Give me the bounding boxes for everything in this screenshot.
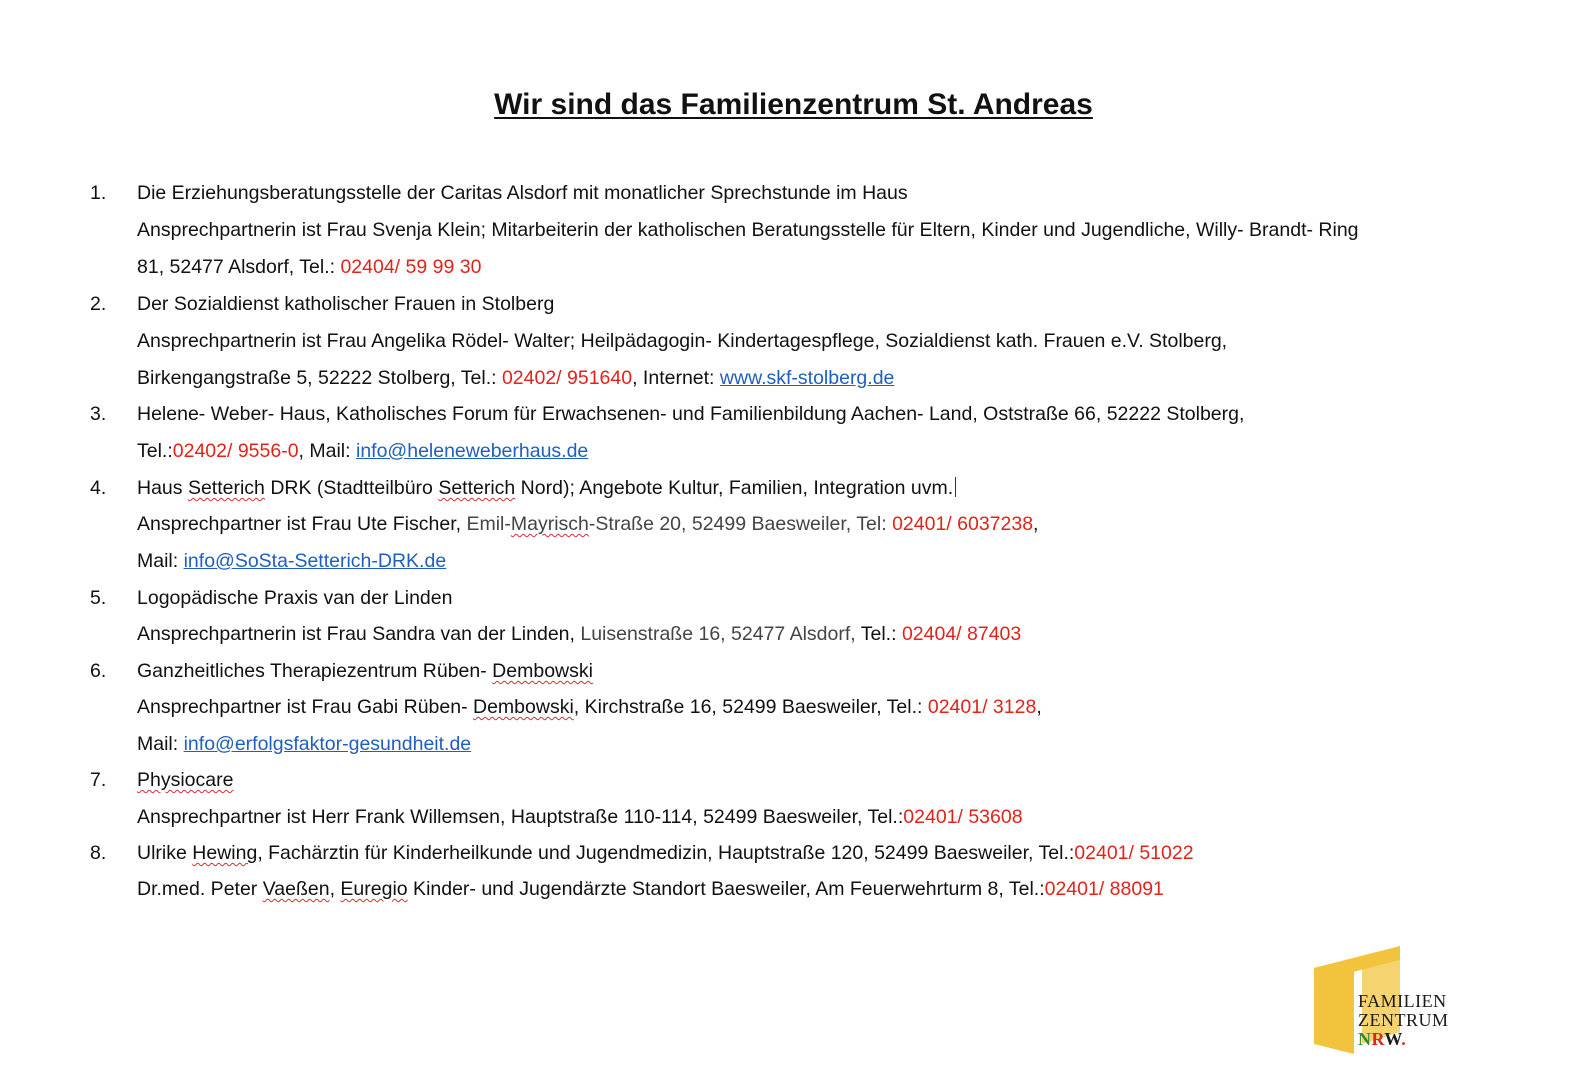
item-7-contact-text: Ansprechpartner ist Herr Frank Willemsen, Hauptstraße 110-114, 52499 Baesweiler, Tel.: [137, 806, 904, 828]
item-2-internet-label: , Internet: [632, 367, 720, 389]
item-4-mail-label: Mail: [137, 550, 184, 572]
text-cursor [955, 477, 956, 497]
item-5-contact-c: Tel.: [855, 623, 902, 645]
logo-text-nrw [1358, 1030, 1406, 1049]
item-8-line2 [137, 877, 1164, 901]
item-2-address-text: Birkengangstraße 5, 52222 Stolberg, Tel.: [137, 367, 502, 389]
item-5-heading: Logopädische Praxis van der Linden [137, 587, 453, 609]
item-4-contact [137, 512, 1038, 536]
item-8-line1-a: Ulrike [137, 842, 193, 864]
item-4-heading-c: DRK (Stadtteilbüro [264, 477, 439, 499]
item-4-email-link[interactable]: info@SoSta-Setterich-DRK.de [183, 550, 447, 572]
item-1-address [137, 255, 481, 279]
item-3-number: 3. [90, 403, 107, 425]
item-3-mail-label: , Mail: [298, 440, 356, 462]
item-2-number: 2. [90, 293, 107, 315]
item-6-mail-label: Mail: [137, 733, 184, 755]
item-1-contact: Ansprechpartnerin ist Frau Svenja Klein; Mitarbeiterin der katholischen Beratungsstelle für Eltern, Kinder und Jugendliche, Willy- Brandt- Ring [137, 219, 1359, 241]
item-3-phone[interactable]: 02402/ 9556-0 [172, 440, 299, 462]
item-3-heading: Helene- Weber- Haus, Katholisches Forum für Erwachsenen- und Familienbildung Aachen- Land, Oststraße 66, 52222 Stolberg, [137, 403, 1245, 425]
item-7-heading-text: Physiocare [137, 769, 234, 791]
item-4-contact-b: Emil- [466, 513, 511, 535]
item-5-contact [137, 622, 1021, 646]
item-7-contact [137, 805, 1023, 829]
item-2-heading: Der Sozialdienst katholischer Frauen in Stolberg [137, 293, 555, 315]
item-6-heading-a: Ganzheitliches Therapiezentrum Rüben- [137, 660, 493, 682]
item-2-address [137, 366, 894, 390]
page-title: Wir sind das Familienzentrum St. Andreas [494, 88, 1093, 121]
item-4-contact-c: Mayrisch [510, 513, 589, 535]
item-6-contact-end: , [1036, 696, 1042, 718]
logo-text-zentrum: ZENTRUM [1358, 1010, 1449, 1030]
item-6-contact-a: Ansprechpartner ist Frau Gabi Rüben- [137, 696, 473, 718]
item-1-heading: Die Erziehungsberatungsstelle der Caritas Alsdorf mit monatlicher Sprechstunde im Haus [137, 182, 908, 204]
item-8-number: 8. [90, 842, 107, 864]
item-1-phone[interactable]: 02404/ 59 99 30 [340, 256, 482, 278]
item-5-number: 5. [90, 587, 107, 609]
item-4-heading-e: Nord); Angebote Kultur, Familien, Integration uvm. [515, 477, 954, 499]
item-6-number: 6. [90, 660, 107, 682]
item-8-line2-b: Vaeßen [262, 878, 330, 900]
item-8-line2-a: Dr.med. Peter [137, 878, 263, 900]
item-4-phone[interactable]: 02401/ 6037238 [892, 513, 1034, 535]
item-8-line2-e: Kinder- und Jugendärzte Standort Baesweiler, Am Feuerwehrturm 8, Tel.: [407, 878, 1045, 900]
item-8-line2-c: , [329, 878, 341, 900]
logo-nrw-n: N [1358, 1029, 1372, 1049]
item-4-number: 4. [90, 477, 107, 499]
item-2-contact: Ansprechpartnerin ist Frau Angelika Rödel- Walter; Heilpädagogin- Kindertagespflege, Sozialdienst kath. Frauen e.V. Stolberg, [137, 330, 1228, 352]
item-6-contact-c: , Kirchstraße 16, 52499 Baesweiler, Tel.: [573, 696, 928, 718]
item-5-contact-a: Ansprechpartnerin ist Frau Sandra van der Linden, [137, 623, 581, 645]
item-6-contact-b: Dembowski [473, 696, 574, 718]
item-6-email-link[interactable]: info@erfolgsfaktor-gesundheit.de [183, 733, 472, 755]
item-3-contact [137, 439, 588, 463]
item-6-heading [137, 659, 593, 683]
item-8-line1-b: Hewing [192, 842, 258, 864]
item-2-website-link[interactable]: www.skf-stolberg.de [719, 367, 895, 389]
item-6-contact [137, 695, 1042, 719]
item-4-mail [137, 549, 446, 573]
item-5-contact-b: Luisenstraße 16, 52477 Alsdorf, [580, 623, 856, 645]
item-8-phone-1[interactable]: 02401/ 51022 [1074, 842, 1194, 864]
item-1-number: 1. [90, 182, 107, 204]
item-4-heading-a: Haus [137, 477, 188, 499]
item-4-contact-d: -Straße 20, 52499 Baesweiler, Tel: [588, 513, 893, 535]
logo-text-familien: FAMILIEN [1358, 991, 1447, 1011]
item-8-line2-d: Euregio [340, 878, 408, 900]
item-6-mail [137, 732, 471, 756]
item-4-contact-end: , [1033, 513, 1039, 535]
item-8-line1-c: , Fachärztin für Kinderheilkunde und Jugendmedizin, Hauptstraße 120, 52499 Baesweiler, Tel.: [257, 842, 1075, 864]
item-4-heading-b: Setterich [187, 477, 265, 499]
item-3-tel-label: Tel.: [137, 440, 173, 462]
item-1-address-text: 81, 52477 Alsdorf, Tel.: [137, 256, 341, 278]
item-7-heading [137, 768, 233, 792]
item-8-phone-2[interactable]: 02401/ 88091 [1044, 878, 1164, 900]
logo-nrw-r: R [1371, 1029, 1385, 1049]
item-4-contact-a: Ansprechpartner ist Frau Ute Fischer, [137, 513, 467, 535]
item-5-phone[interactable]: 02404/ 87403 [901, 623, 1022, 645]
item-3-email-link[interactable]: info@heleneweberhaus.de [355, 440, 589, 462]
item-6-phone[interactable]: 02401/ 3128 [927, 696, 1037, 718]
item-7-phone[interactable]: 02401/ 53608 [903, 806, 1023, 828]
logo-nrw-w: W [1384, 1029, 1402, 1049]
item-6-heading-b: Dembowski [492, 660, 593, 682]
item-2-phone[interactable]: 02402/ 951640 [501, 367, 633, 389]
item-4-heading [137, 476, 956, 500]
item-8-line1 [137, 841, 1194, 865]
logo-nrw-dot: . [1401, 1029, 1407, 1049]
item-7-number: 7. [90, 769, 107, 791]
item-4-heading-d: Setterich [438, 477, 516, 499]
